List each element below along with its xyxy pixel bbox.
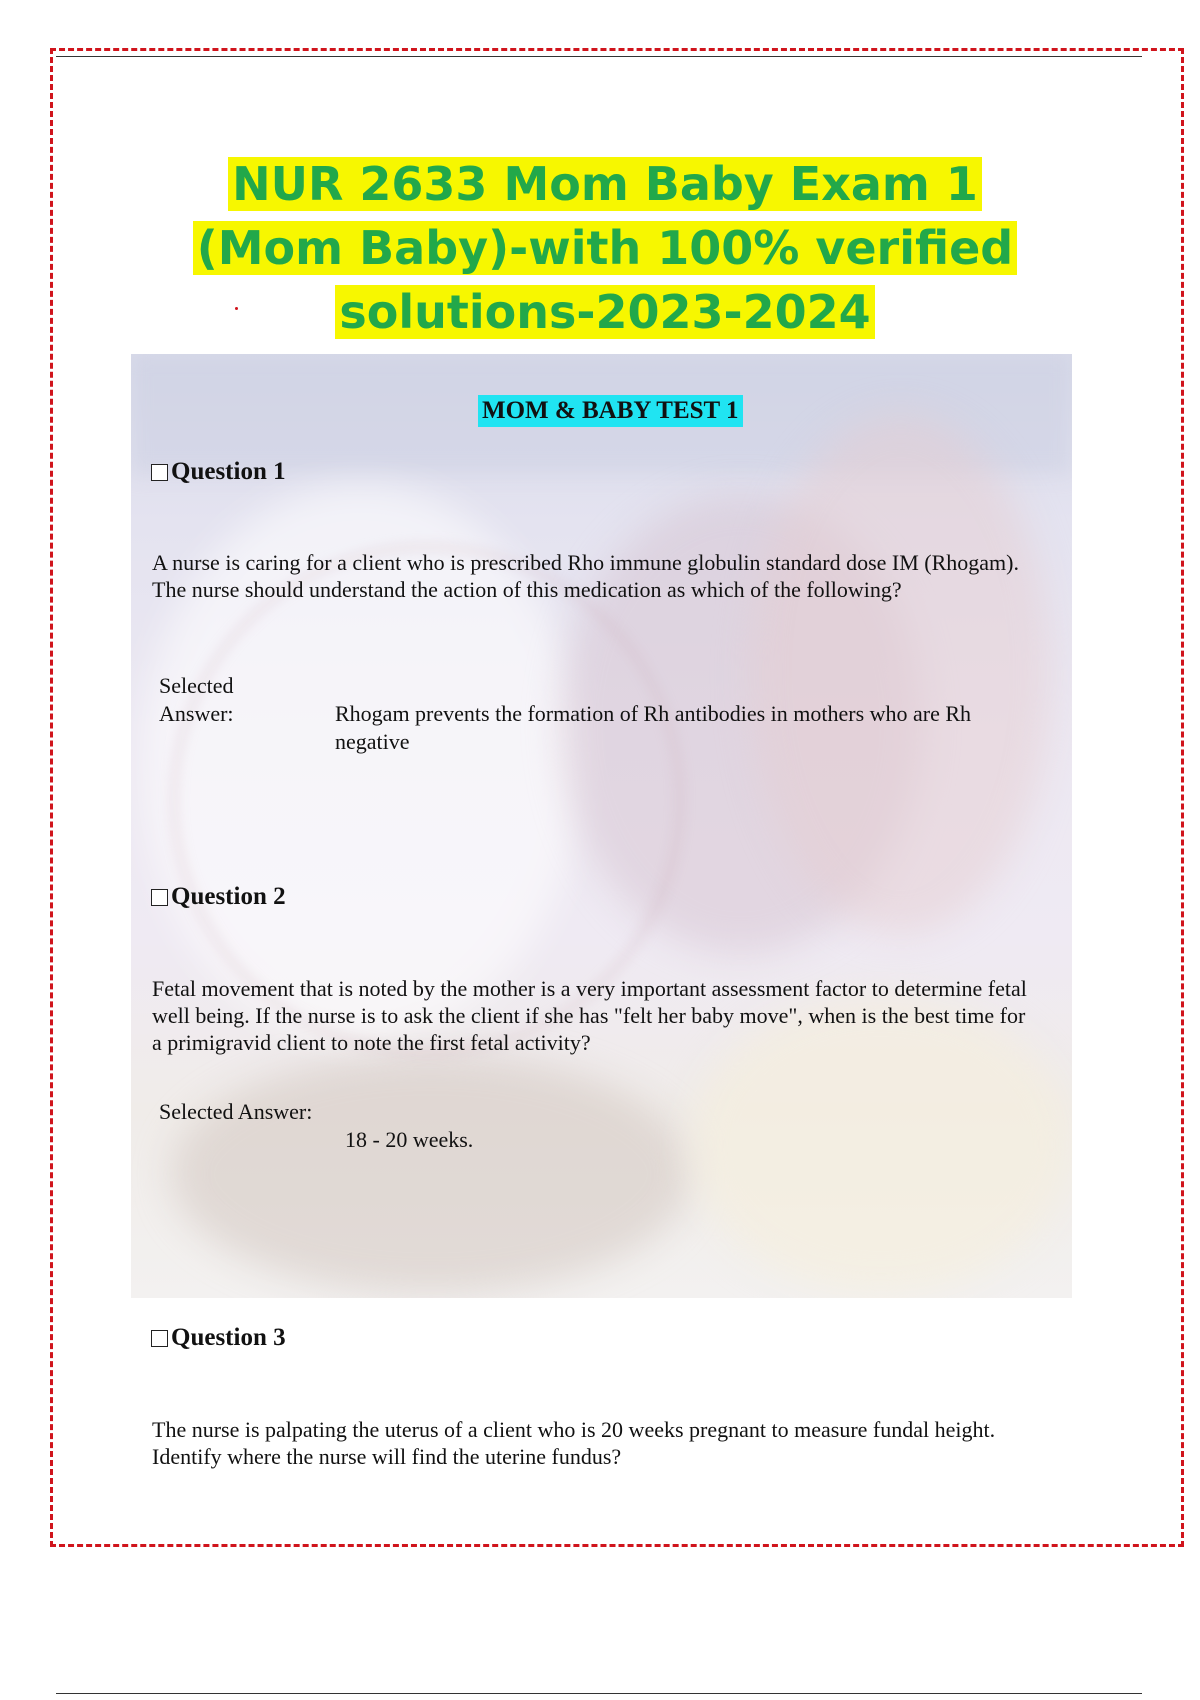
- checkbox-icon[interactable]: [151, 889, 168, 906]
- checkbox-icon[interactable]: [151, 1330, 168, 1347]
- watermark-image-background: [131, 354, 1072, 1298]
- question-1-heading: [151, 456, 286, 488]
- question-2-text: Fetal movement that is noted by the mother is a very important assessment factor to determine fetal well being. If the nurse is to ask the client if she has "felt her baby move", when is the best time for a primigravid client to note the first fetal activity?: [152, 976, 1027, 1055]
- question-1-selected-answer: Rhogam prevents the formation of Rh antibodies in mothers who are Rh negative: [335, 701, 972, 754]
- question-heading-label: Question 2: [171, 883, 286, 910]
- selected-answer-label-line1: Selected: [159, 673, 234, 698]
- question-1-text: A nurse is caring for a client who is prescribed Rho immune globulin standard dose IM (Rhogam). The nurse should understand the action of this medication as which of the following?: [152, 550, 1019, 602]
- question-2-heading: [151, 881, 286, 913]
- question-3-text: The nurse is palpating the uterus of a client who is 20 weeks pregnant to measure fundal height. Identify where the nurse will find the uterine fundus?: [152, 1417, 996, 1469]
- bottom-rule: [56, 1693, 1142, 1694]
- selected-answer-label: Selected Answer:: [159, 1099, 313, 1124]
- document-title-text: NUR 2633 Mom Baby Exam 1 (Mom Baby)-with 100% verified solutions-2023-2024: [193, 157, 1017, 339]
- checkbox-icon[interactable]: [151, 464, 168, 481]
- top-rule: [56, 56, 1142, 57]
- question-heading-label: Question 3: [171, 1324, 286, 1351]
- question-heading-label: Question 1: [171, 458, 286, 485]
- test-title: MOM & BABY TEST 1: [478, 395, 743, 427]
- question-3-heading: [151, 1322, 286, 1354]
- question-2-selected-answer: 18 - 20 weeks.: [345, 1127, 474, 1152]
- document-title: [190, 152, 1020, 344]
- selected-answer-label-line2: Answer:: [159, 701, 234, 726]
